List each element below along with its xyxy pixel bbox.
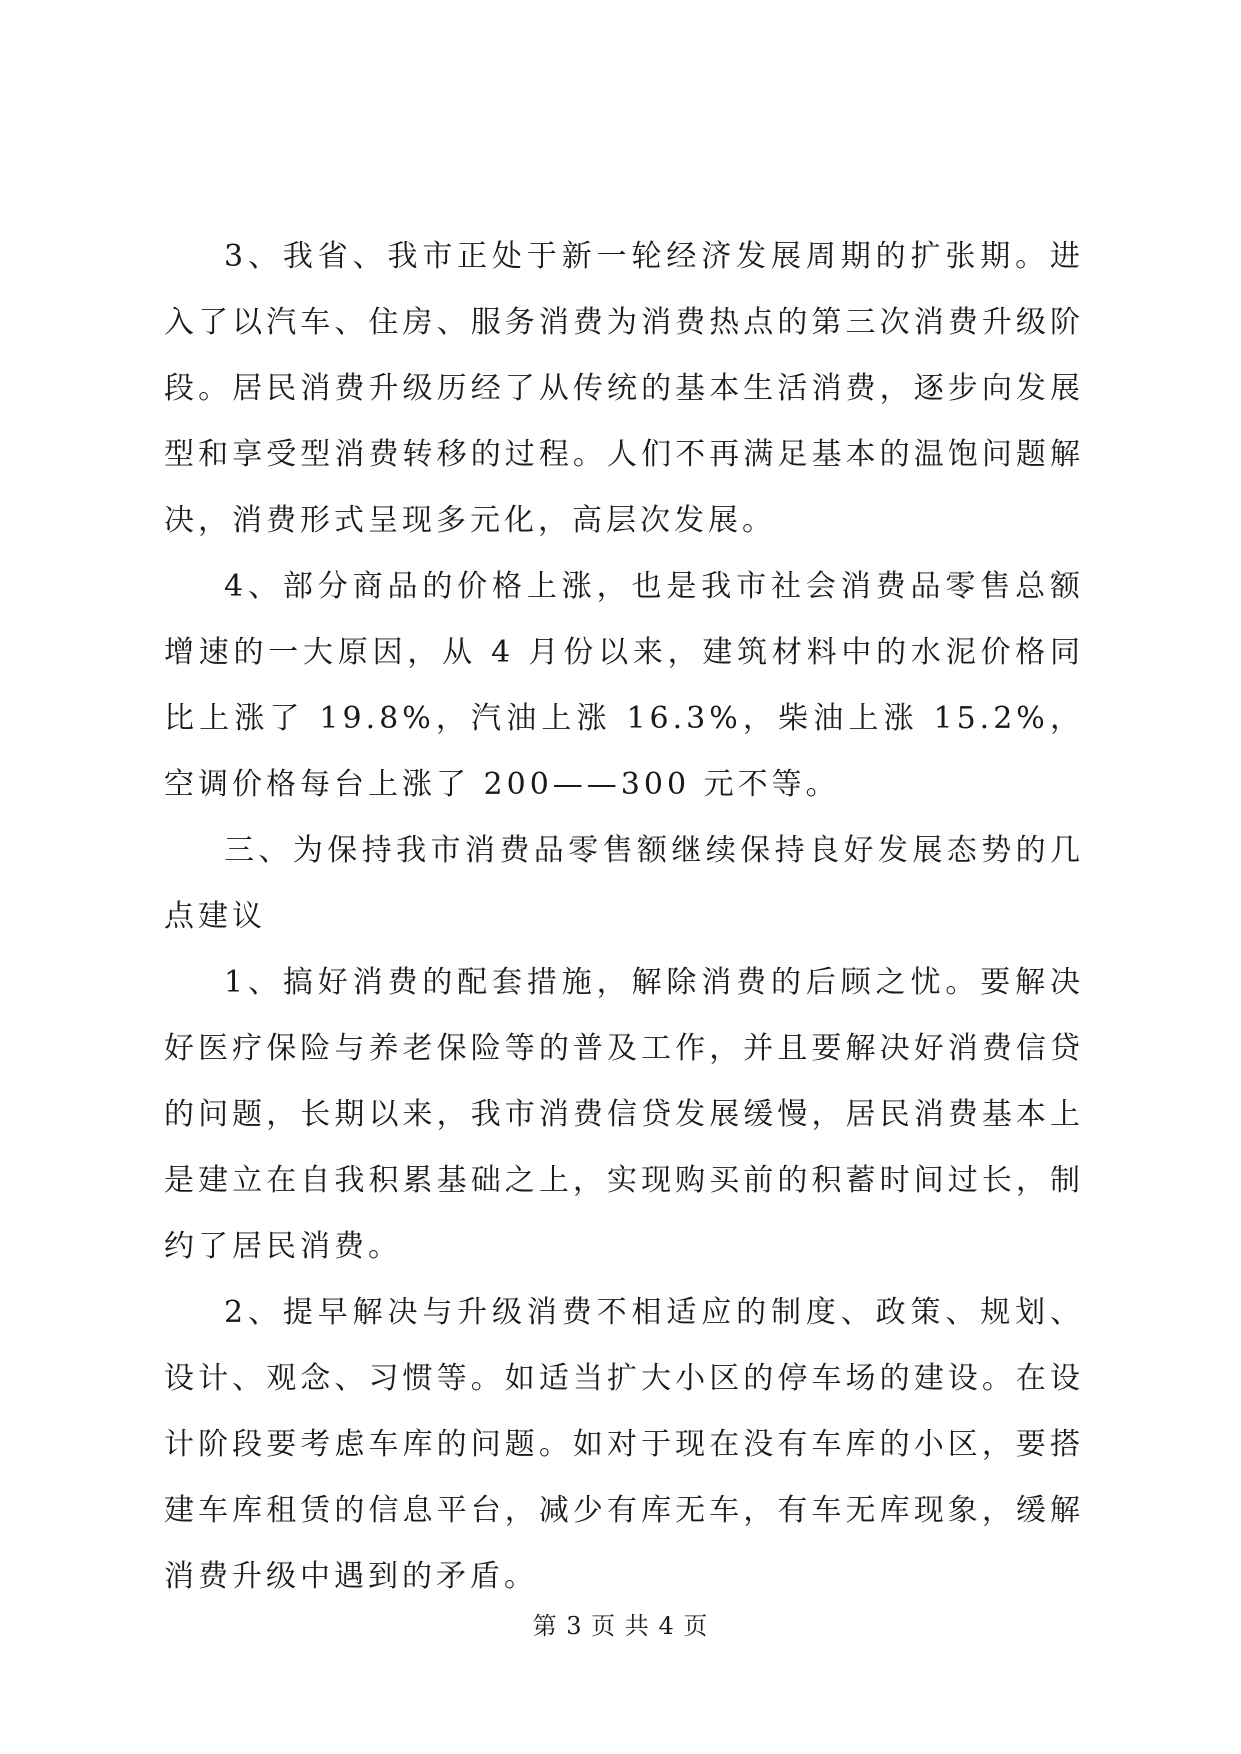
paragraph-suggestion-1: 1、搞好消费的配套措施，解除消费的后顾之忧。要解决好医疗保险与养老保险等的普及工作，并且要解决好消费信贷的问题，长期以来，我市消费信贷发展缓慢，居民消费基本上是建立在自我积累基础之上，实现购买前的积蓄时间过长，制约了居民消费。 <box>164 965 1084 1264</box>
paragraph-suggestion-2: 2、提早解决与升级消费不相适应的制度、政策、规划、设计、观念、习惯等。如适当扩大小区的停车场的建设。在设计阶段要考虑车库的问题。如对于现在没有车库的小区，要搭建车库租赁的信息平台，减少有库无车，有车无库现象，缓解消费升级中遇到的矛盾。 <box>164 1295 1084 1594</box>
paragraph-item-3: 3、我省、我市正处于新一轮经济发展周期的扩张期。进入了以汽车、住房、服务消费为消费热点的第三次消费升级阶段。居民消费升级历经了从传统的基本生活消费，逐步向发展型和享受型消费转移的过程。人们不再满足基本的温饱问题解决，消费形式呈现多元化，高层次发展。 <box>164 239 1084 538</box>
section-heading-3: 三、为保持我市消费品零售额继续保持良好发展态势的几点建议 <box>164 833 1084 934</box>
paragraph-item-4: 4、部分商品的价格上涨，也是我市社会消费品零售总额增速的一大原因，从 4 月份以来，建筑材料中的水泥价格同比上涨了 19.8%，汽油上涨 16.3%，柴油上涨 15.2%，空调价格每台上涨了 200——300 元不等。 <box>164 569 1084 802</box>
page-footer: 第 3 页 共 4 页 <box>532 1612 709 1640</box>
document-body <box>164 224 1084 1610</box>
